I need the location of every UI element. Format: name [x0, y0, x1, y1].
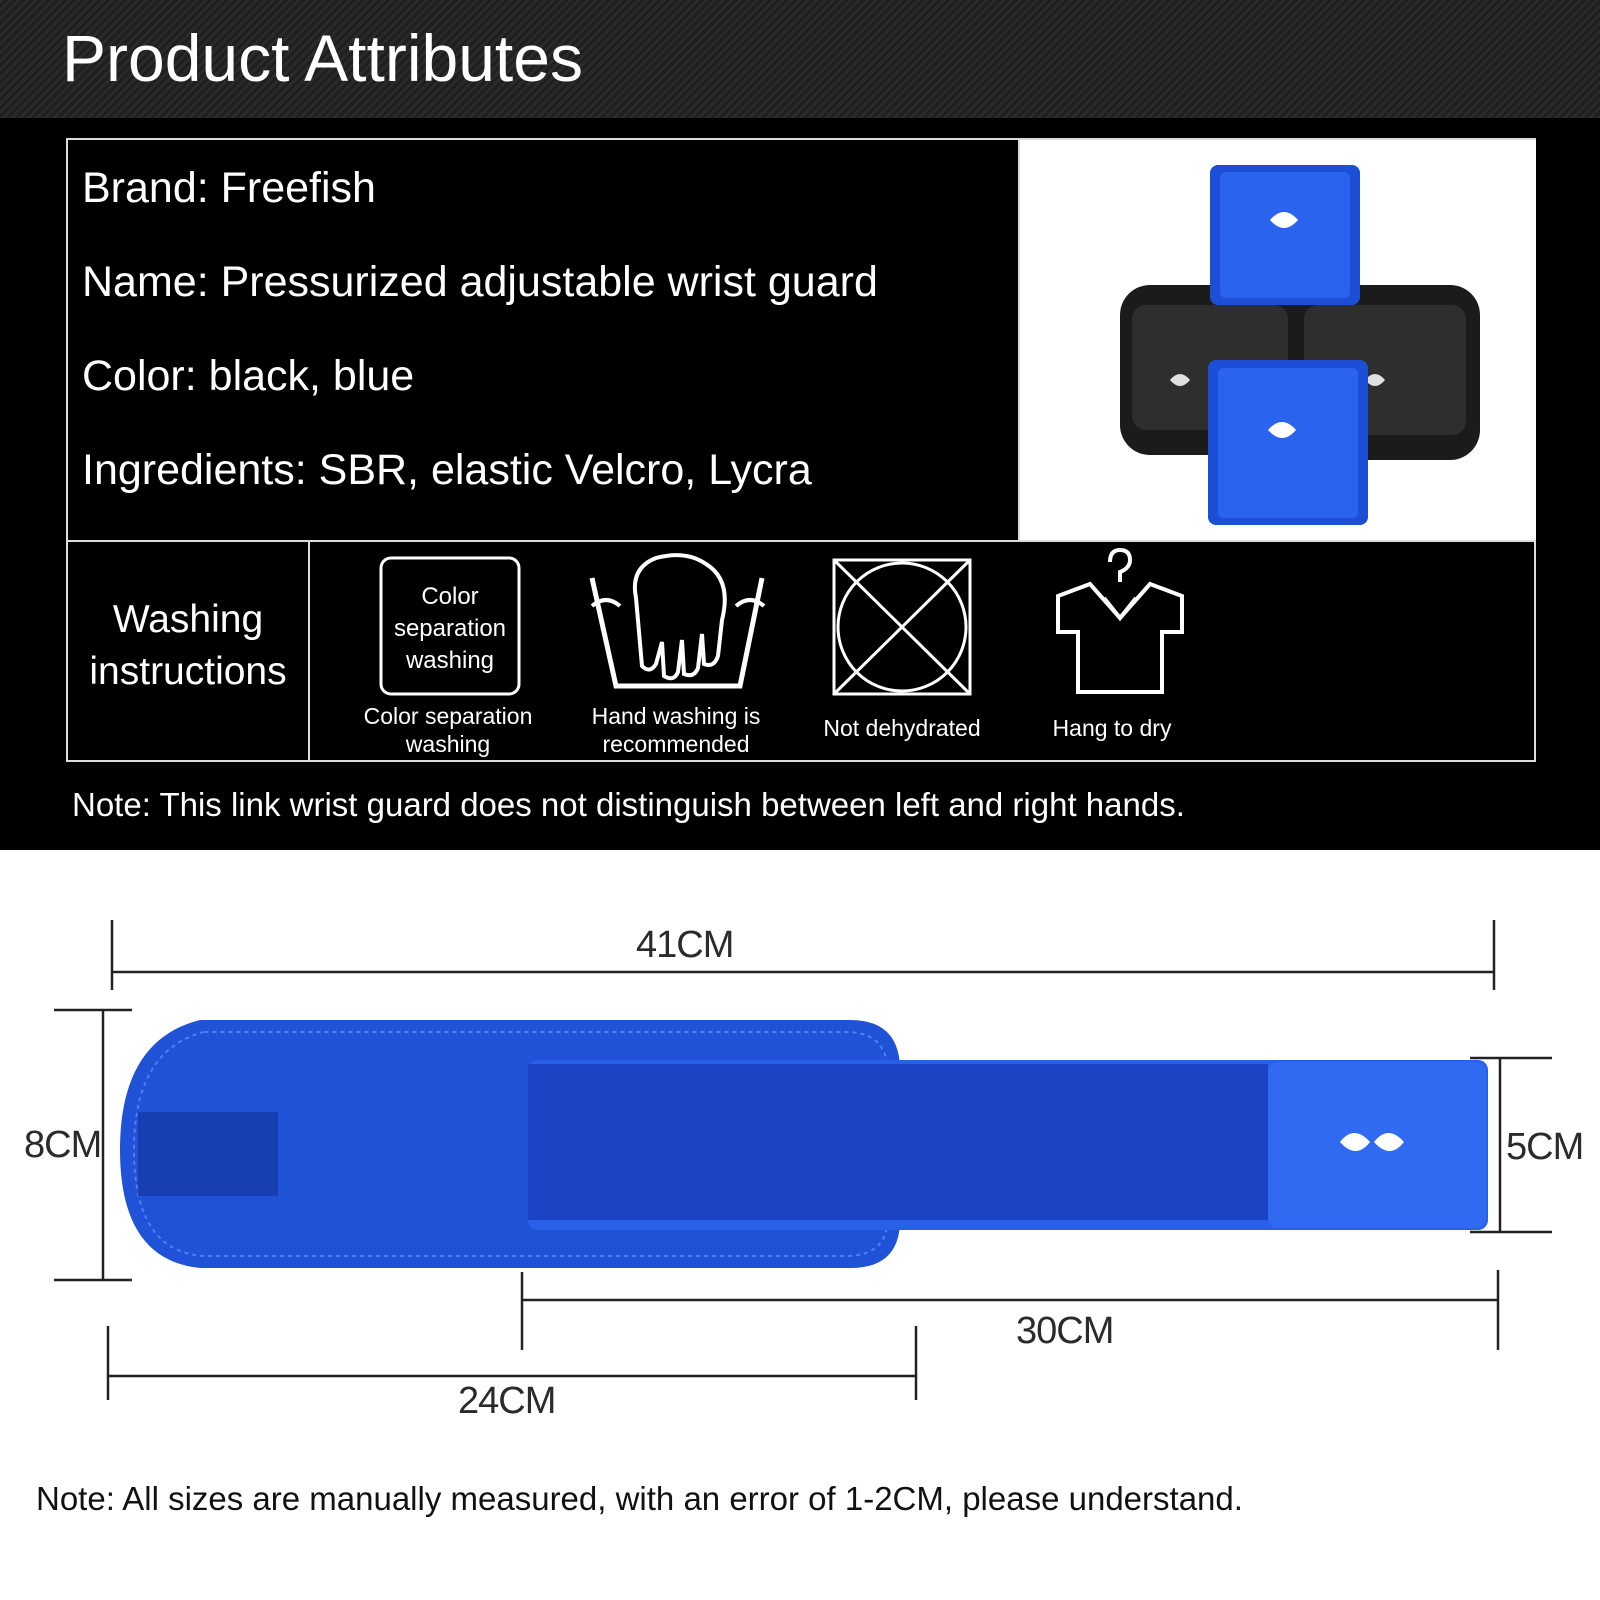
wrist-guard-flat: [120, 1020, 1488, 1268]
color-attribute: Color: black, blue: [82, 352, 415, 400]
washing-item-color-separation: [348, 542, 548, 760]
svg-text:Color: Color: [421, 583, 479, 610]
washing-row: [68, 542, 1534, 760]
washing-item-hand-wash: [576, 542, 776, 760]
note-hands: Note: This link wrist guard does not distinguish between left and right hands.: [72, 786, 1185, 823]
body-length-label: 24CM: [458, 1380, 556, 1422]
blue-wrist-guard-top: [1210, 165, 1360, 305]
no-spin-dry-icon: [802, 548, 1002, 698]
brand-attribute: Brand: Freefish: [82, 164, 376, 212]
attributes-table: [66, 138, 1536, 762]
color-separation-caption: Color separation washing: [363, 703, 533, 757]
attributes-row: [68, 140, 1534, 542]
attributes-list: [68, 140, 1020, 540]
strap-length-dimension-line: [522, 1270, 1498, 1350]
height-label: 8CM: [24, 1124, 102, 1166]
svg-text:separation: separation: [393, 615, 507, 642]
total-length-label: 41CM: [636, 924, 734, 966]
ingredients-attribute: Ingredients: SBR, elastic Velcro, Lycra: [82, 446, 812, 494]
product-photo: [1020, 140, 1536, 540]
hand-wash-caption: Hand washing is recommended: [591, 703, 761, 757]
washing-item-no-spin-dry: [802, 542, 1002, 760]
hang-dry-caption: Hang to dry: [1052, 715, 1172, 741]
strap-length-label: 30CM: [1016, 1310, 1114, 1352]
washing-item-hang-dry: [1012, 542, 1212, 760]
hand-wash-icon: [576, 546, 776, 696]
washing-label: Washing instructions: [89, 598, 287, 693]
svg-text:washing: washing: [405, 647, 495, 674]
blue-wrist-guard-bottom: [1208, 360, 1368, 525]
strap-width-label: 5CM: [1506, 1126, 1584, 1168]
name-attribute: Name: Pressurized adjustable wrist guard: [82, 258, 878, 306]
header-bar: [0, 0, 1600, 118]
page-title: Product Attributes: [62, 21, 583, 95]
note-sizes: Note: All sizes are manually measured, with an error of 1-2CM, please understand.: [36, 1480, 1243, 1517]
total-length-dimension-line: [112, 920, 1494, 990]
hang-dry-icon: [1012, 544, 1212, 694]
washing-label-cell: [68, 542, 310, 760]
size-diagram: [0, 880, 1600, 1500]
no-spin-dry-caption: Not dehydrated: [823, 715, 981, 741]
